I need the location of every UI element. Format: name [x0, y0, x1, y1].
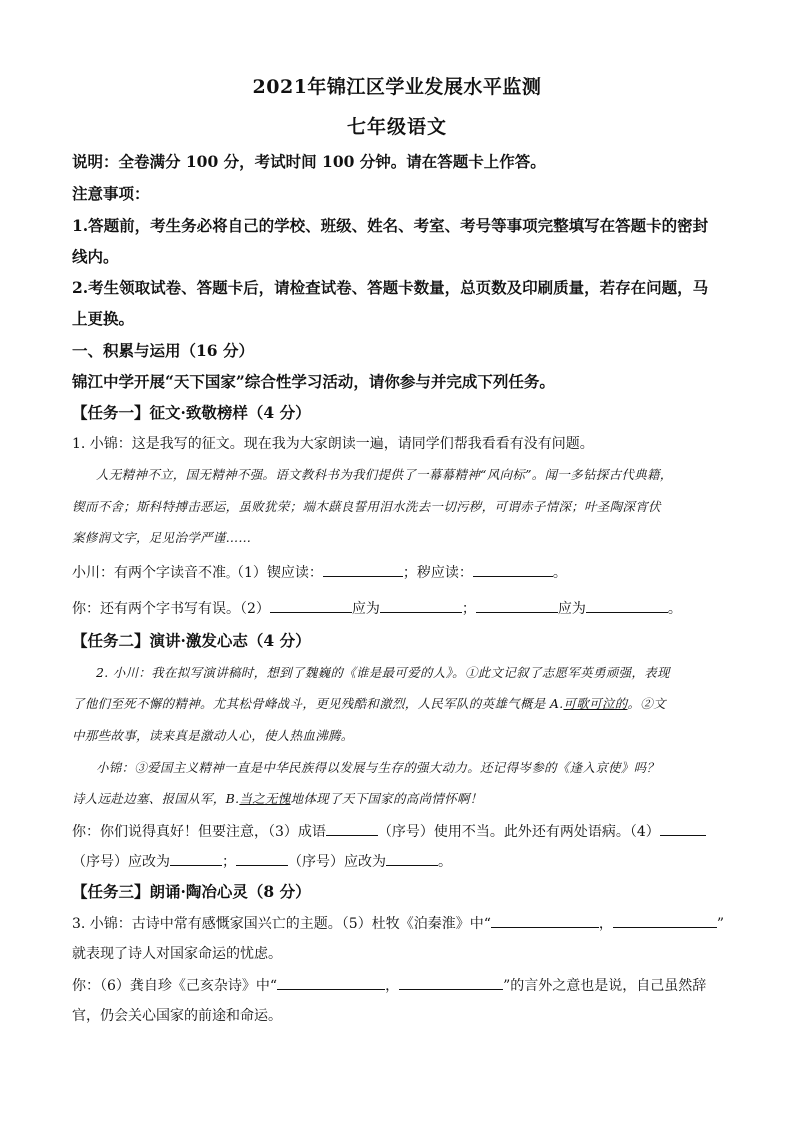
essay-line-3: 案修润文字，足见治学严谨……: [72, 530, 252, 545]
text: ；秽应读：: [402, 565, 473, 581]
answer-blank-13[interactable]: [613, 913, 717, 928]
answer-blank-8[interactable]: [660, 821, 706, 836]
you-line-3: [72, 975, 724, 995]
section-heading: 一、积累与运用（16 分）: [72, 341, 254, 360]
text: 。: [438, 854, 452, 870]
text: 3. 小锦：古诗中常有感慨家国兴亡的主题。（5）杜牧《泊秦淮》中“: [72, 916, 491, 932]
note-item-1-cont: 线内。: [72, 247, 119, 266]
text: 了他们至死不懈的精神。尤其松骨峰战斗，更见残酷和激烈，人民军队的英雄气概是 A.: [72, 696, 564, 711]
page-subtitle: 七年级语文: [346, 116, 447, 138]
question-2-line-3: 中那些故事，读来真是激动人心，使人热血沸腾。: [72, 728, 354, 743]
task2-heading: 【任务二】演讲·激发心志（4 分）: [72, 631, 311, 650]
answer-blank-10[interactable]: [236, 851, 288, 866]
you-line-3-cont: 官，仍会关心国家的前途和命运。: [72, 1008, 282, 1024]
you-line-2: [72, 821, 724, 841]
text: 。: [667, 601, 682, 617]
text: ；: [461, 601, 476, 617]
text: 应为: [351, 601, 380, 617]
answer-blank-2[interactable]: [473, 562, 553, 577]
essay-line-2: 锲而不舍；斯科特搏击恶运，虽败犹荣；端木蕻良誓用泪水洗去一切污秽，可谓赤子情深；叶圣陶深宵伏: [72, 499, 661, 514]
text: 。: [552, 565, 567, 581]
text: 。②文: [627, 696, 666, 711]
answer-blank-14[interactable]: [277, 975, 385, 990]
text: ，: [385, 978, 400, 994]
question-2-line-2: [72, 694, 724, 712]
text: （序号）应改为: [288, 854, 386, 870]
notes-heading: 注意事项：: [72, 184, 150, 203]
xiaojin-line-2: [72, 789, 724, 807]
essay-line-1: 人无精神不立，国无精神不强。语文教科书为我们提供了一幕幕精神“风向标”。闻一多钻探古代典籍，: [96, 467, 673, 482]
answer-blank-12[interactable]: [491, 913, 599, 928]
underlined-phrase-a: 可歌可泣的: [563, 696, 628, 711]
note-item-2-cont: 上更换。: [72, 309, 135, 328]
answer-blank-11[interactable]: [386, 851, 438, 866]
text: （序号）应改为: [72, 854, 170, 870]
answer-blank-15[interactable]: [399, 975, 503, 990]
task1-heading: 【任务一】征文·致敬榜样（4 分）: [72, 403, 311, 422]
question-1: 1. 小锦：这是我写的征文。现在我为大家朗读一遍，请同学们帮我看看有没有问题。: [72, 436, 594, 452]
underlined-phrase-b: 当之无愧: [239, 791, 291, 806]
note-item-2: 2.考生领取试卷、答题卡后，请检查试卷、答题卡数量，总页数及印刷质量，若存在问题，马: [72, 278, 709, 297]
text: 应为: [557, 601, 586, 617]
text: （1）锲应读：: [237, 565, 323, 581]
activity-intro: 锦江中学开展“天下国家”综合性学习活动，请你参与并完成下列任务。: [72, 372, 555, 391]
question-3-line-2: 就表现了诗人对国家命运的忧虑。: [72, 946, 282, 962]
text: 小川：有两个字读音不准: [72, 565, 226, 581]
text: ，: [598, 916, 613, 932]
task3-heading: 【任务三】朗诵·陶冶心灵（8 分）: [72, 882, 311, 901]
xiaojin-line-1: 小锦：③爱国主义精神一直是中华民族得以发展与生存的强大动力。还记得岑参的《逢入京使》吗？: [96, 760, 660, 775]
text: 你：你们说得真好！但要注意，（3）成语: [72, 824, 326, 840]
question-3-line-1: [72, 913, 724, 933]
text: 。: [226, 567, 237, 580]
answer-blank-4[interactable]: [380, 598, 462, 613]
you-line-2-cont: [72, 851, 724, 871]
text: ；: [222, 854, 236, 870]
note-item-1: 1.答题前，考生务必将自己的学校、班级、姓名、考室、考号等事项完整填写在答题卡的密封: [72, 216, 709, 235]
text: 你：还有两个字书写有误。（2）: [72, 601, 270, 617]
text: 地体现了天下国家的高尚情怀啊！: [290, 791, 483, 806]
xiaochuan-line: [72, 562, 724, 582]
page-title: 2021年锦江区学业发展水平监测: [252, 76, 542, 98]
answer-blank-1[interactable]: [323, 562, 403, 577]
answer-blank-5[interactable]: [476, 598, 558, 613]
answer-blank-3[interactable]: [270, 598, 352, 613]
text: ”的言外之意也是说，自己虽然辞: [503, 978, 707, 994]
question-2-line-1: 2. 小川：我在拟写演讲稿时，想到了魏巍的《谁是最可爱的人》。①此文记叙了志愿军英勇顽强，表现: [96, 665, 670, 680]
text: （序号）使用不当。此外还有两处语病。（4）: [377, 824, 660, 840]
text: 你：（6）龚自珍《己亥杂诗》中“: [72, 978, 278, 994]
you-line-1: [72, 598, 724, 618]
answer-blank-6[interactable]: [586, 598, 668, 613]
answer-blank-7[interactable]: [326, 821, 378, 836]
exam-instructions: 说明：全卷满分 100 分，考试时间 100 分钟。请在答题卡上作答。: [72, 152, 546, 171]
answer-blank-9[interactable]: [170, 851, 222, 866]
text: 诗人远赴边塞、报国从军，B.: [72, 791, 240, 806]
text: ”: [716, 916, 725, 932]
